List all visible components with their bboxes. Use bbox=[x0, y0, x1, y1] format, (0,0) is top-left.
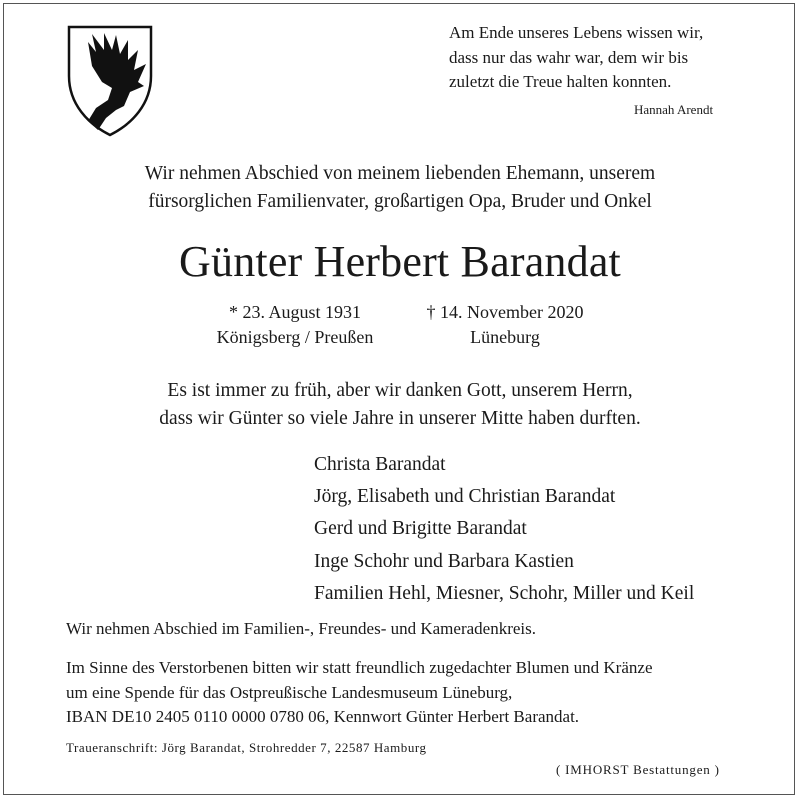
death-date: † 14. November 2020 bbox=[426, 302, 584, 322]
donation-text bbox=[66, 656, 652, 730]
birth-info bbox=[190, 300, 400, 350]
intro-line: fürsorglichen Familienvater, großartigen Opa, Bruder und Onkel bbox=[148, 191, 652, 212]
intro-text bbox=[0, 160, 800, 216]
death-info bbox=[398, 300, 612, 350]
undertaker-credit: ( IMHORST Bestattungen ) bbox=[556, 762, 720, 777]
thanks-line: dass wir Günter so viele Jahre in unserer Mitte haben durften. bbox=[159, 408, 641, 429]
family-member: Inge Schohr und Barbara Kastien bbox=[314, 550, 574, 572]
donation-line: IBAN DE10 2405 0110 0000 0780 06, Kennwort Günter Herbert Barandat. bbox=[66, 707, 580, 726]
donation-line: um eine Spende für das Ostpreußische Landesmuseum Lüneburg, bbox=[66, 682, 513, 702]
quote-author: Hannah Arendt bbox=[634, 102, 714, 117]
quote-line: zuletzt die Treue halten konnten. bbox=[449, 72, 672, 91]
family-member: Gerd und Brigitte Barandat bbox=[314, 518, 527, 540]
quote-line: Am Ende unseres Lebens wissen wir, bbox=[449, 23, 704, 42]
family-member: Jörg, Elisabeth und Christian Barandat bbox=[314, 486, 616, 508]
thanks-line: Es ist immer zu früh, aber wir danken Gott, unserem Herrn, bbox=[167, 380, 633, 401]
donation-line: Im Sinne des Verstorbenen bitten wir statt freundlich zugedachter Blumen und Kränze bbox=[66, 658, 653, 677]
coat-of-arms-elk-icon bbox=[66, 24, 154, 138]
birth-place: Königsberg / Preußen bbox=[216, 327, 374, 347]
death-place: Lüneburg bbox=[470, 327, 540, 347]
birth-date: * 23. August 1931 bbox=[228, 302, 361, 322]
thanks-text bbox=[0, 377, 800, 433]
intro-line: Wir nehmen Abschied von meinem liebenden Ehemann, unserem bbox=[144, 163, 656, 184]
quote-line: dass nur das wahr war, dem wir bis bbox=[449, 47, 689, 67]
family-member: Christa Barandat bbox=[314, 454, 446, 475]
mourning-address: Traueranschrift: Jörg Barandat, Strohredder 7, 22587 Hamburg bbox=[66, 740, 427, 755]
family-member: Familien Hehl, Miesner, Schohr, Miller und Keil bbox=[314, 582, 695, 604]
deceased-name: Günter Herbert Barandat bbox=[179, 237, 621, 286]
family-list bbox=[314, 449, 694, 610]
farewell-text: Wir nehmen Abschied im Familien-, Freundes- und Kameradenkreis. bbox=[66, 619, 536, 638]
quote bbox=[449, 21, 769, 95]
